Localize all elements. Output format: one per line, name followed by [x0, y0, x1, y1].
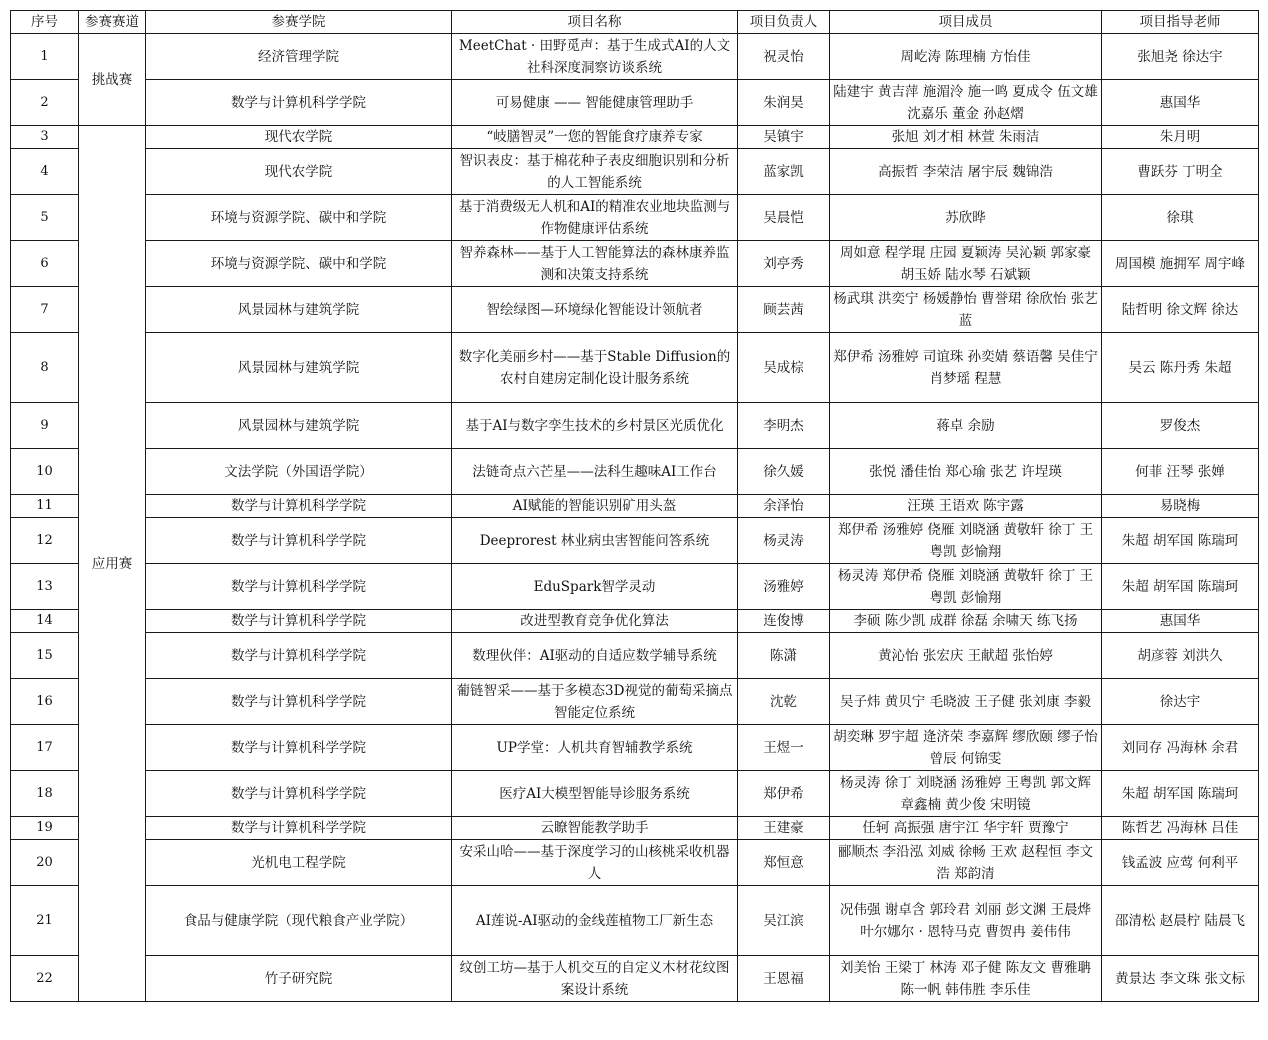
college-cell: 数学与计算机科学学院: [146, 518, 452, 564]
table-row: [11, 817, 1259, 840]
advisors-cell: 朱超 胡军国 陈瑞珂: [1102, 771, 1259, 817]
college-cell: 竹子研究院: [146, 956, 452, 1002]
project-cell: 数理伙伴：AI驱动的自适应数学辅导系统: [452, 633, 738, 679]
advisors-cell: 朱月明: [1102, 126, 1259, 149]
advisors-cell: 惠国华: [1102, 610, 1259, 633]
project-cell: 改进型教育竞争优化算法: [452, 610, 738, 633]
advisors-cell: 惠国华: [1102, 80, 1259, 126]
table-row: [11, 564, 1259, 610]
leader-cell: 陈潇: [738, 633, 830, 679]
members-cell: 郦顺杰 李沿泓 刘威 徐畅 王欢 赵程恒 李文浩 郑韵清: [830, 840, 1102, 886]
table-row: [11, 333, 1259, 403]
leader-cell: 郑恒意: [738, 840, 830, 886]
college-cell: 风景园林与建筑学院: [146, 403, 452, 449]
members-cell: 张悦 潘佳怡 郑心瑜 张艺 许埕瑛: [830, 449, 1102, 495]
leader-cell: 祝灵怡: [738, 34, 830, 80]
college-cell: 风景园林与建筑学院: [146, 333, 452, 403]
advisors-cell: 吴云 陈丹秀 朱超: [1102, 333, 1259, 403]
members-cell: 杨灵涛 徐丁 刘晓涵 汤雅婷 王粤凯 郭文辉 章鑫楠 黄少俊 宋明镜: [830, 771, 1102, 817]
project-cell: AI赋能的智能识别矿用头盔: [452, 495, 738, 518]
members-cell: 杨灵涛 郑伊希 侥雁 刘晓涵 黄敬轩 徐丁 王粤凯 彭愉翔: [830, 564, 1102, 610]
college-cell: 食品与健康学院（现代粮食产业学院）: [146, 886, 452, 956]
advisors-cell: 朱超 胡军国 陈瑞珂: [1102, 564, 1259, 610]
leader-cell: 王建豪: [738, 817, 830, 840]
leader-cell: 沈乾: [738, 679, 830, 725]
project-list-table: [10, 10, 1259, 1002]
members-cell: 李硕 陈少凯 成群 徐磊 余啸天 练飞扬: [830, 610, 1102, 633]
header-advisors: 项目指导老师: [1102, 11, 1259, 34]
advisors-cell: 周国模 施拥军 周宇峰: [1102, 241, 1259, 287]
project-cell: MeetChat · 田野觅声：基于生成式AI的人文社科深度洞察访谈系统: [452, 34, 738, 80]
project-cell: 基于AI与数字孪生技术的乡村景区光质优化: [452, 403, 738, 449]
row-number: 11: [11, 495, 79, 518]
members-cell: 周屹涛 陈理楠 方怡佳: [830, 34, 1102, 80]
table-row: [11, 679, 1259, 725]
college-cell: 数学与计算机科学学院: [146, 771, 452, 817]
row-number: 16: [11, 679, 79, 725]
table-row: [11, 956, 1259, 1002]
project-cell: 可易健康 —— 智能健康管理助手: [452, 80, 738, 126]
row-number: 7: [11, 287, 79, 333]
advisors-cell: 刘同存 冯海林 余君: [1102, 725, 1259, 771]
advisors-cell: 陈哲艺 冯海林 吕佳: [1102, 817, 1259, 840]
leader-cell: 汤雅婷: [738, 564, 830, 610]
leader-cell: 王恩福: [738, 956, 830, 1002]
row-number: 13: [11, 564, 79, 610]
project-cell: 纹创工坊—基于人机交互的自定义木材花纹图案设计系统: [452, 956, 738, 1002]
leader-cell: 顾芸茜: [738, 287, 830, 333]
leader-cell: 吴镇宇: [738, 126, 830, 149]
row-number: 20: [11, 840, 79, 886]
row-number: 15: [11, 633, 79, 679]
project-cell: 智养森林——基于人工智能算法的森林康养监测和决策支持系统: [452, 241, 738, 287]
leader-cell: 徐久媛: [738, 449, 830, 495]
row-number: 18: [11, 771, 79, 817]
advisors-cell: 罗俊杰: [1102, 403, 1259, 449]
row-number: 1: [11, 34, 79, 80]
row-number: 19: [11, 817, 79, 840]
college-cell: 文法学院（外国语学院）: [146, 449, 452, 495]
college-cell: 数学与计算机科学学院: [146, 725, 452, 771]
leader-cell: 朱润昊: [738, 80, 830, 126]
project-cell: 数字化美丽乡村——基于Stable Diffusion的农村自建房定制化设计服务系统: [452, 333, 738, 403]
members-cell: 况伟强 谢卓含 郭玲君 刘丽 彭文渊 王晨烨 叶尔娜尔 · 恩特马克 曹贺冉 姜伟伟: [830, 886, 1102, 956]
college-cell: 经济管理学院: [146, 34, 452, 80]
members-cell: 吴子炜 黄贝宁 毛晓波 王子健 张刘康 李毅: [830, 679, 1102, 725]
leader-cell: 余泽怡: [738, 495, 830, 518]
row-number: 14: [11, 610, 79, 633]
members-cell: 苏欣晔: [830, 195, 1102, 241]
table-row: [11, 80, 1259, 126]
leader-cell: 吴成棕: [738, 333, 830, 403]
college-cell: 现代农学院: [146, 126, 452, 149]
members-cell: 任轲 高振强 唐宇江 华宇轩 贾豫宁: [830, 817, 1102, 840]
members-cell: 张旭 刘才相 林萱 朱雨洁: [830, 126, 1102, 149]
table-row: [11, 518, 1259, 564]
college-cell: 数学与计算机科学学院: [146, 610, 452, 633]
advisors-cell: 邵清松 赵晨柠 陆晨飞: [1102, 886, 1259, 956]
leader-cell: 蓝家凯: [738, 149, 830, 195]
project-cell: “岐膳智灵”一您的智能食疗康养专家: [452, 126, 738, 149]
row-number: 9: [11, 403, 79, 449]
members-cell: 黄沁怡 张宏庆 王献超 张怡婷: [830, 633, 1102, 679]
table-row: [11, 449, 1259, 495]
advisors-cell: 陆哲明 徐文辉 徐达: [1102, 287, 1259, 333]
college-cell: 数学与计算机科学学院: [146, 564, 452, 610]
members-cell: 杨武琪 洪奕宁 杨媛静怡 曹誉珺 徐欣怡 张艺蓝: [830, 287, 1102, 333]
table-row: [11, 771, 1259, 817]
row-number: 12: [11, 518, 79, 564]
project-cell: 智绘绿图—环境绿化智能设计领航者: [452, 287, 738, 333]
table-row: [11, 195, 1259, 241]
project-cell: 葡链智采——基于多模态3D视觉的葡萄采摘点智能定位系统: [452, 679, 738, 725]
project-cell: AI莲说-AI驱动的金线莲植物工厂新生态: [452, 886, 738, 956]
leader-cell: 王煜一: [738, 725, 830, 771]
project-cell: 医疗AI大模型智能导诊服务系统: [452, 771, 738, 817]
header-seq: 序号: [11, 11, 79, 34]
table-row: [11, 725, 1259, 771]
leader-cell: 李明杰: [738, 403, 830, 449]
members-cell: 蒋卓 余励: [830, 403, 1102, 449]
project-cell: 基于消费级无人机和AI的精准农业地块监测与作物健康评估系统: [452, 195, 738, 241]
leader-cell: 杨灵涛: [738, 518, 830, 564]
college-cell: 风景园林与建筑学院: [146, 287, 452, 333]
track-cell: 挑战赛: [79, 34, 146, 126]
row-number: 17: [11, 725, 79, 771]
leader-cell: 郑伊希: [738, 771, 830, 817]
college-cell: 数学与计算机科学学院: [146, 495, 452, 518]
table-row: [11, 840, 1259, 886]
row-number: 21: [11, 886, 79, 956]
advisors-cell: 胡彦蓉 刘洪久: [1102, 633, 1259, 679]
college-cell: 环境与资源学院、碳中和学院: [146, 195, 452, 241]
college-cell: 数学与计算机科学学院: [146, 679, 452, 725]
college-cell: 数学与计算机科学学院: [146, 633, 452, 679]
header-members: 项目成员: [830, 11, 1102, 34]
header-row: [11, 11, 1259, 34]
members-cell: 郑伊希 汤雅婷 侥雁 刘晓涵 黄敬轩 徐丁 王粤凯 彭愉翔: [830, 518, 1102, 564]
project-cell: UP学堂：人机共育智辅教学系统: [452, 725, 738, 771]
advisors-cell: 易晓梅: [1102, 495, 1259, 518]
leader-cell: 吴晨恺: [738, 195, 830, 241]
advisors-cell: 何菲 汪琴 张婵: [1102, 449, 1259, 495]
table-row: [11, 287, 1259, 333]
college-cell: 数学与计算机科学学院: [146, 80, 452, 126]
row-number: 3: [11, 126, 79, 149]
college-cell: 光机电工程学院: [146, 840, 452, 886]
members-cell: 陆建宇 黄吉萍 施湄泠 施一鸣 夏成令 伍文雄 沈嘉乐 董金 孙赵熠: [830, 80, 1102, 126]
header-track: 参赛赛道: [79, 11, 146, 34]
advisors-cell: 徐琪: [1102, 195, 1259, 241]
row-number: 2: [11, 80, 79, 126]
college-cell: 环境与资源学院、碳中和学院: [146, 241, 452, 287]
project-cell: EduSpark智学灵动: [452, 564, 738, 610]
members-cell: 高振哲 李荣洁 屠宇辰 魏锦浩: [830, 149, 1102, 195]
table-row: [11, 886, 1259, 956]
row-number: 6: [11, 241, 79, 287]
members-cell: 胡奕琳 罗宇超 逄济荣 李嘉辉 缪欣颐 缪子怡 曾辰 何锦雯: [830, 725, 1102, 771]
project-cell: 智识表皮：基于棉花种子表皮细胞识别和分析的人工智能系统: [452, 149, 738, 195]
project-cell: 法链奇点六芒星——法科生趣味AI工作台: [452, 449, 738, 495]
members-cell: 刘美怡 王梁丁 林涛 邓子健 陈友文 曹雅聃 陈一帆 韩伟胜 李乐佳: [830, 956, 1102, 1002]
members-cell: 郑伊希 汤雅婷 司谊珠 孙奕婧 蔡语馨 吴佳宁 肖梦瑶 程慧: [830, 333, 1102, 403]
table-row: [11, 633, 1259, 679]
leader-cell: 刘亭秀: [738, 241, 830, 287]
header-college: 参赛学院: [146, 11, 452, 34]
row-number: 22: [11, 956, 79, 1002]
advisors-cell: 钱孟波 应莺 何利平: [1102, 840, 1259, 886]
leader-cell: 连俊博: [738, 610, 830, 633]
project-cell: 安采山哈——基于深度学习的山核桃采收机器人: [452, 840, 738, 886]
advisors-cell: 黄景达 李文珠 张文标: [1102, 956, 1259, 1002]
row-number: 8: [11, 333, 79, 403]
college-cell: 数学与计算机科学学院: [146, 817, 452, 840]
table-row: [11, 495, 1259, 518]
table-row: [11, 126, 1259, 149]
members-cell: 周如意 程学琨 庄园 夏颖涛 吴沁颖 郭家豪 胡玉娇 陆水琴 石斌颖: [830, 241, 1102, 287]
row-number: 5: [11, 195, 79, 241]
leader-cell: 吴江滨: [738, 886, 830, 956]
table-row: [11, 610, 1259, 633]
row-number: 4: [11, 149, 79, 195]
header-leader: 项目负责人: [738, 11, 830, 34]
advisors-cell: 张旭尧 徐达宇: [1102, 34, 1259, 80]
table-row: [11, 403, 1259, 449]
row-number: 10: [11, 449, 79, 495]
project-cell: Deeprorest 林业病虫害智能问答系统: [452, 518, 738, 564]
advisors-cell: 曹跃芬 丁明全: [1102, 149, 1259, 195]
college-cell: 现代农学院: [146, 149, 452, 195]
track-cell: 应用赛: [79, 126, 146, 1002]
members-cell: 汪瑛 王语欢 陈宇露: [830, 495, 1102, 518]
table-row: [11, 149, 1259, 195]
header-project: 项目名称: [452, 11, 738, 34]
advisors-cell: 朱超 胡军国 陈瑞珂: [1102, 518, 1259, 564]
advisors-cell: 徐达宇: [1102, 679, 1259, 725]
table-row: [11, 241, 1259, 287]
project-cell: 云瞭智能教学助手: [452, 817, 738, 840]
table-row: [11, 34, 1259, 80]
